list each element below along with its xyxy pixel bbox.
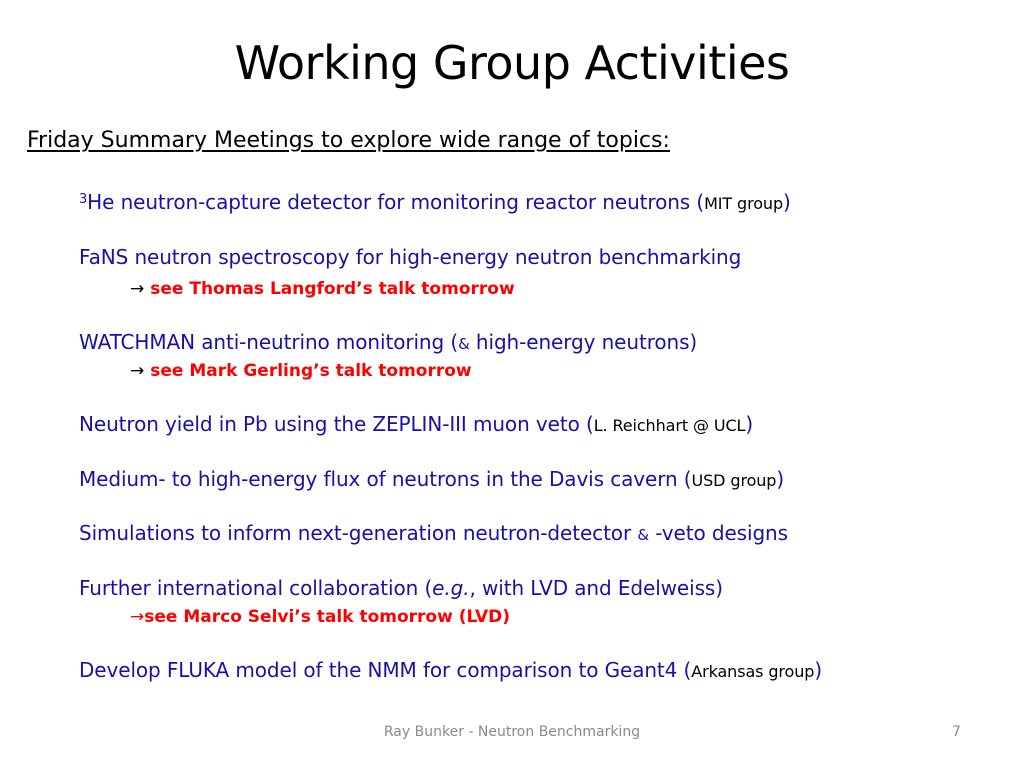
item-close: )	[745, 412, 754, 436]
item-text: Further international collaboration (	[79, 576, 433, 600]
right-arrow-icon: →	[130, 279, 145, 299]
topic-item-watchman	[79, 330, 697, 354]
slide-subheading: Friday Summary Meetings to explore wide range of topics:	[27, 128, 670, 153]
note-text: see Marco Selvi’s talk tomorrow (LVD)	[144, 607, 511, 627]
topic-item-simulations	[79, 521, 788, 545]
item-text-cont: , with LVD and Edelweiss)	[469, 576, 723, 600]
item-close: )	[814, 658, 823, 682]
note-langford	[130, 279, 515, 299]
note-text: see Thomas Langford’s talk tomorrow	[150, 279, 515, 299]
page-number: 7	[952, 724, 961, 740]
item-group: USD group	[691, 471, 777, 490]
item-text: Neutron yield in Pb using the ZEPLIN-III muon veto (	[79, 412, 594, 436]
item-text: Simulations to inform next-generation neutron-detector	[79, 521, 638, 545]
ampersand: &	[637, 526, 649, 544]
topic-item-helium3-detector	[79, 190, 791, 214]
item-text-cont: -veto designs	[648, 521, 788, 545]
topic-item-fans	[79, 245, 741, 269]
topic-item-collaboration	[79, 576, 723, 600]
item-close: )	[776, 467, 785, 491]
superscript-3: 3	[79, 192, 88, 207]
item-text: Develop FLUKA model of the NMM for comparison to Geant4 (	[79, 658, 692, 682]
item-italic: e.g.	[432, 576, 470, 600]
right-arrow-icon: →	[130, 607, 145, 627]
note-text: see Mark Gerling’s talk tomorrow	[150, 361, 472, 381]
item-text-cont: high-energy neutrons)	[469, 330, 698, 354]
item-text: Medium- to high-energy flux of neutrons in the Davis cavern (	[79, 467, 692, 491]
topic-item-zeplin	[79, 412, 753, 436]
note-selvi	[130, 607, 510, 627]
topic-item-fluka	[79, 658, 822, 682]
item-group: L. Reichhart @ UCL	[593, 416, 746, 435]
item-close: )	[783, 190, 791, 214]
right-arrow-icon: →	[130, 361, 145, 381]
topic-item-davis-cavern	[79, 467, 784, 491]
note-gerling	[130, 361, 472, 381]
item-group: MIT group	[704, 194, 784, 213]
slide-title: Working Group Activities	[234, 36, 790, 90]
item-text: WATCHMAN anti-neutrino monitoring (	[79, 330, 459, 354]
item-group: Arkansas group	[691, 662, 815, 681]
footer-author: Ray Bunker - Neutron Benchmarking	[383, 724, 641, 740]
item-text: FaNS neutron spectroscopy for high-energy neutron benchmarking	[79, 245, 742, 269]
ampersand: &	[458, 335, 470, 353]
item-text: He neutron-capture detector for monitoring reactor neutrons (	[87, 190, 705, 214]
